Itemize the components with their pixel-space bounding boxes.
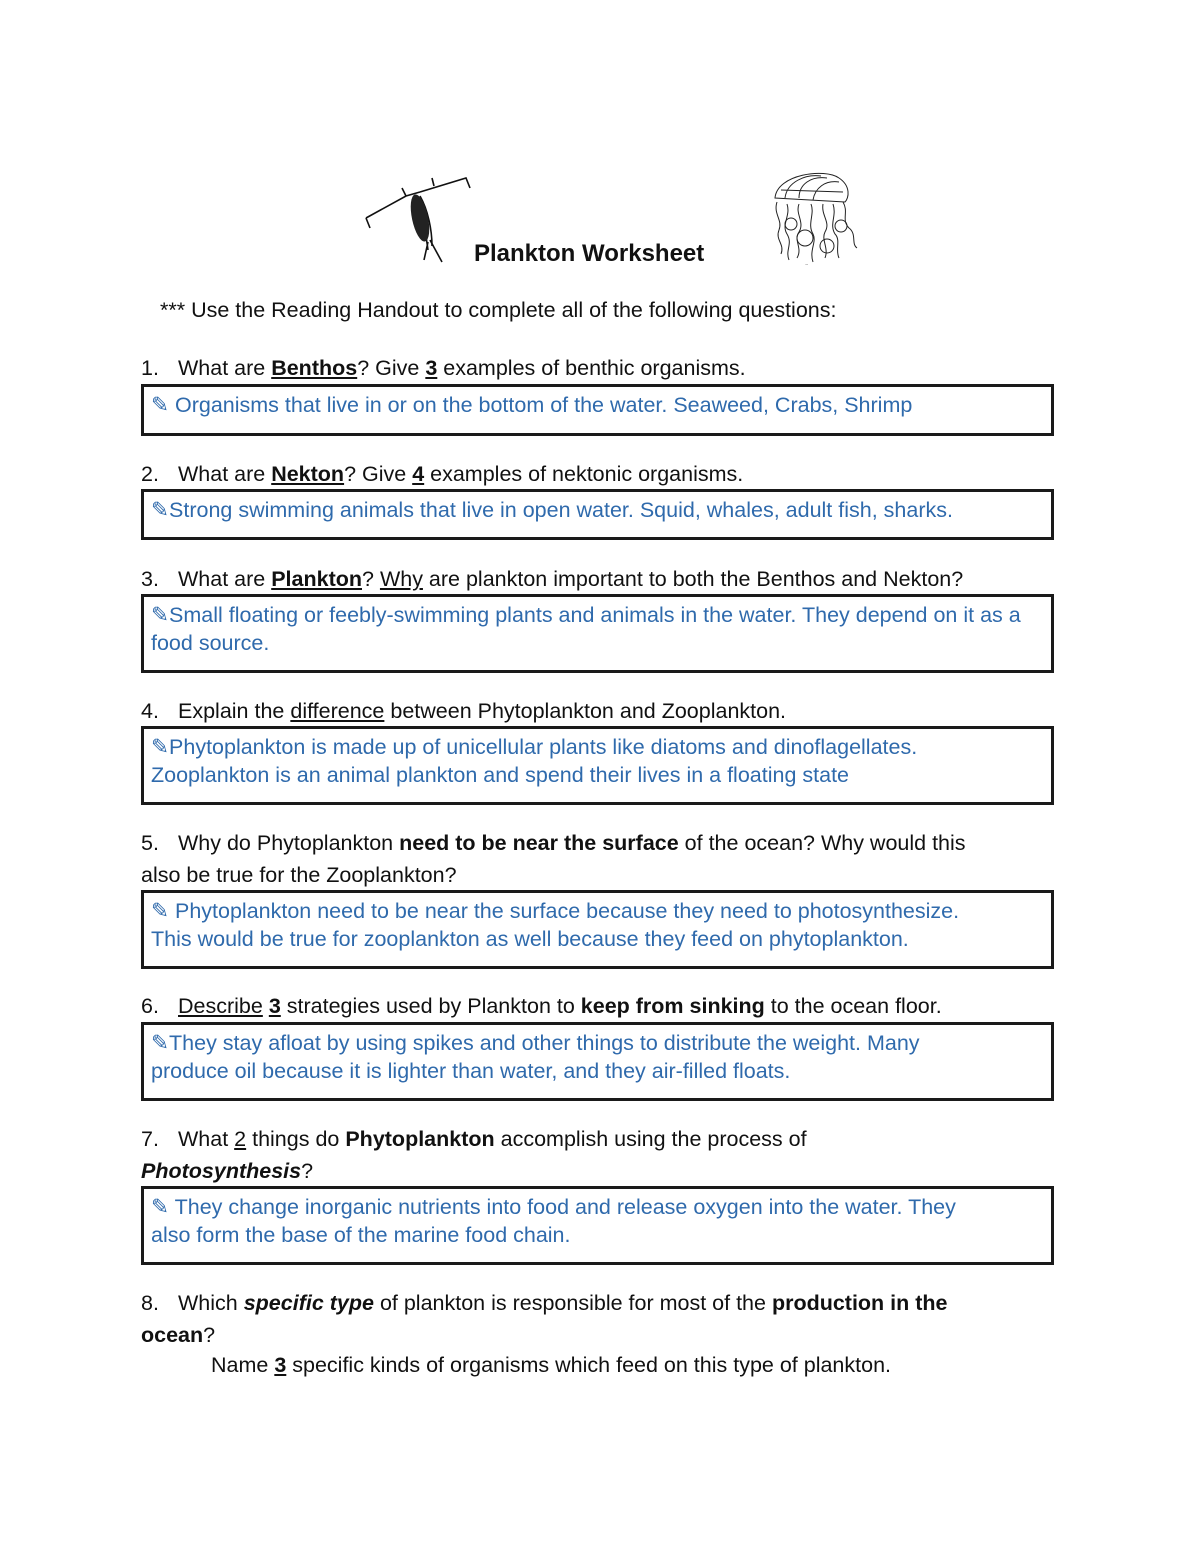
answer-box-4[interactable]: ✎Phytoplankton is made up of unicellular plants like diatoms and dinoflagellates. Zooplankton is an animal plankton and spend their lives in a floating state	[141, 726, 1054, 805]
question-8-subpart: Name 3 specific kinds of organisms which feed on this type of plankton.	[211, 1353, 892, 1377]
copepod-illustration	[362, 170, 474, 266]
answer-box-6[interactable]: ✎They stay afloat by using spikes and other things to distribute the weight. Many produce oil because it is lighter than water, and they air-filled floats.	[141, 1022, 1054, 1101]
question-1: 1. What are Benthos? Give 3 examples of benthic organisms.	[141, 356, 746, 380]
page-title: Plankton Worksheet	[474, 240, 705, 267]
pencil-icon: ✎	[151, 603, 170, 627]
svg-text:~: ~	[805, 262, 809, 267]
answer-box-5[interactable]: ✎ Phytoplankton need to be near the surface because they need to photosynthesize. This would be true for zooplankton as well because they feed on phytoplankton.	[141, 890, 1054, 969]
question-5: 5. Why do Phytoplankton need to be near the surface of the ocean? Why would this also be true for the Zooplankton?	[141, 831, 966, 887]
answer-box-1[interactable]: ✎ Organisms that live in or on the bottom of the water. Seaweed, Crabs, Shrimp	[141, 384, 1054, 436]
pencil-icon: ✎	[151, 899, 170, 923]
pencil-icon: ✎	[151, 393, 170, 417]
question-3: 3. What are Plankton? Why are plankton important to both the Benthos and Nekton?	[141, 567, 964, 591]
answer-box-7[interactable]: ✎ They change inorganic nutrients into food and release oxygen into the water. They also form the base of the marine food chain.	[141, 1186, 1054, 1265]
pencil-icon: ✎	[151, 1195, 170, 1219]
pencil-icon: ✎	[151, 498, 170, 522]
instructions: *** Use the Reading Handout to complete all of the following questions:	[160, 298, 837, 322]
question-8: 8. Which specific type of plankton is responsible for most of the production in the ocean?	[141, 1291, 948, 1347]
answer-box-3[interactable]: ✎Small floating or feebly-swimming plants and animals in the water. They depend on it as a food source.	[141, 594, 1054, 673]
question-4: 4. Explain the difference between Phytoplankton and Zooplankton.	[141, 699, 787, 723]
pencil-icon: ✎	[151, 1031, 170, 1055]
question-6: 6. Describe 3 strategies used by Plankton to keep from sinking to the ocean floor.	[141, 994, 942, 1018]
question-7: 7. What 2 things do Phytoplankton accomplish using the process of Photosynthesis?	[141, 1127, 807, 1183]
jellyfish-illustration	[765, 168, 867, 270]
answer-box-2[interactable]: ✎Strong swimming animals that live in open water. Squid, whales, adult fish, sharks.	[141, 489, 1054, 540]
pencil-icon: ✎	[151, 735, 170, 759]
question-2: 2. What are Nekton? Give 4 examples of nektonic organisms.	[141, 462, 744, 486]
